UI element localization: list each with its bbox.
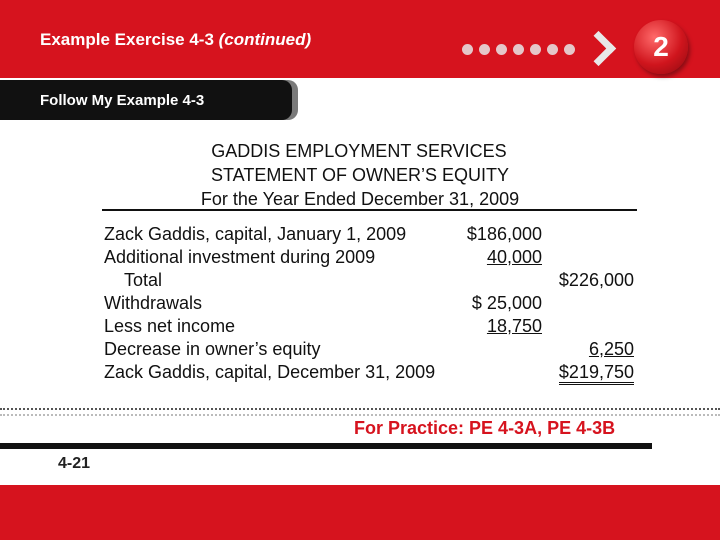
row-label: Less net income [104,316,236,336]
dot-icon [530,44,541,55]
amount-col2: $226,000 [558,270,634,290]
footer-band [0,485,720,540]
amount-col2 [540,339,634,360]
dot-icon [564,44,575,55]
statement-period: For the Year Ended December 31, 2009 [200,189,520,209]
amount-underlined: 40,000 [486,247,542,267]
amount-underlined: 18,750 [486,316,542,336]
slide-title [40,30,311,50]
amount-col1 [440,316,542,337]
amount-double-underlined: $219,750 [559,362,634,385]
dot-icon [496,44,507,55]
amount-col1 [440,247,542,268]
practice-underline [0,443,652,449]
practice-reference: For Practice: PE 4-3A, PE 4-3B [354,418,616,438]
row-label: Additional investment during 2009 [104,247,376,267]
slide-title-italic: (continued) [218,30,312,49]
decorative-dots [462,44,575,55]
statement-title: STATEMENT OF OWNER’S EQUITY [210,165,509,185]
row-label: Total [124,270,163,290]
dotted-divider [0,408,720,416]
amount-col1: $186,000 [466,224,542,244]
header-rule [102,209,637,211]
company-name: GADDIS EMPLOYMENT SERVICES [211,141,507,161]
row-label: Zack Gaddis, capital, December 31, 2009 [104,362,436,382]
banner-label: Follow My Example 4-3 [40,92,205,109]
dot-icon [479,44,490,55]
dot-icon [462,44,473,55]
dot-icon [513,44,524,55]
amount-underlined: 6,250 [588,339,634,359]
row-label: Decrease in owner’s equity [104,339,321,359]
dot-icon [547,44,558,55]
objective-badge: 2 [634,20,688,74]
page-number: 4-21 [58,455,91,472]
amount-col2 [540,362,634,383]
slide-title-main: Example Exercise 4-3 [40,30,214,49]
row-label: Zack Gaddis, capital, January 1, 2009 [104,224,407,244]
row-label: Withdrawals [104,293,203,313]
amount-col1: $ 25,000 [471,293,542,313]
